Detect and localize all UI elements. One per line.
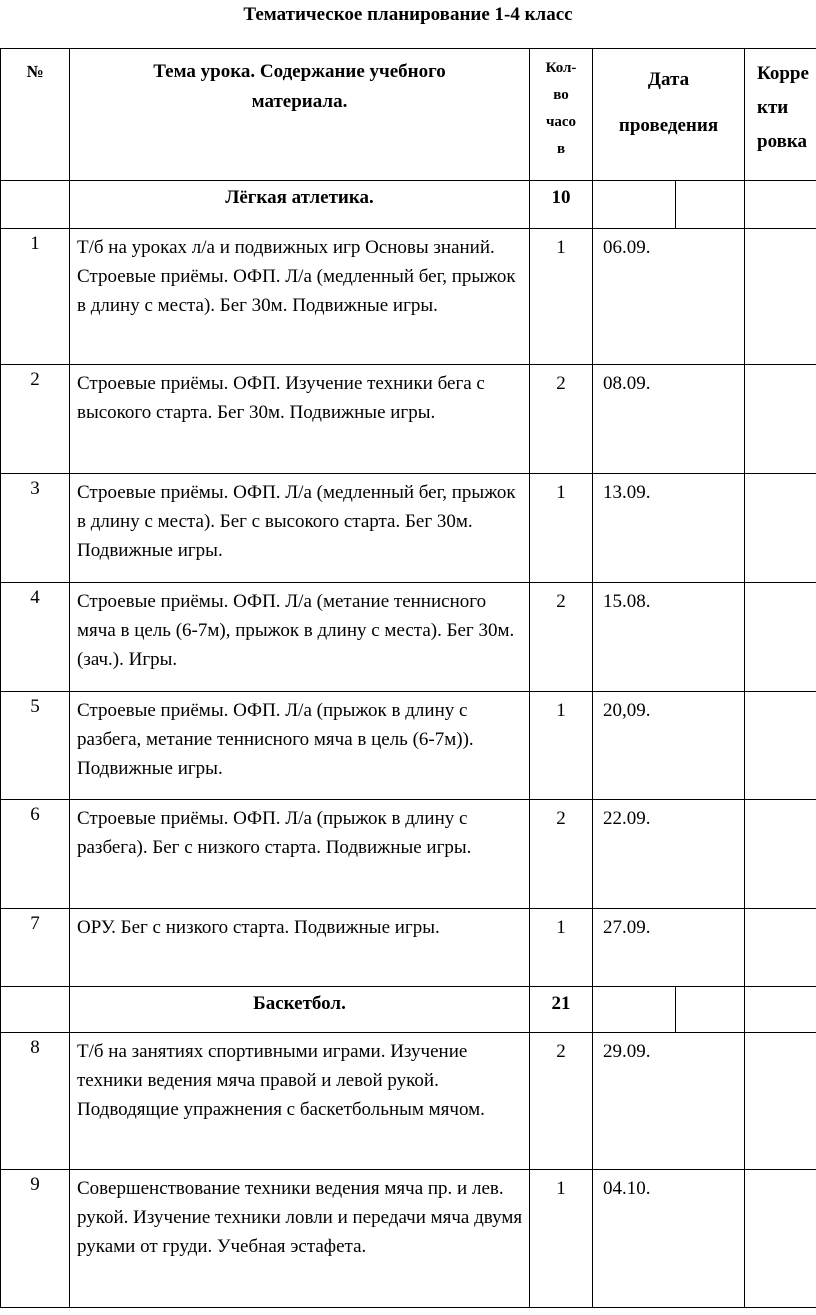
row-num: 8 — [1, 1033, 70, 1170]
row-num: 7 — [1, 909, 70, 987]
date-cell-2 — [676, 181, 745, 229]
section-row — [1, 987, 816, 1033]
row-date: 29.09. — [593, 1033, 745, 1170]
row-hours: 1 — [530, 909, 593, 987]
row-num: 3 — [1, 474, 70, 583]
correction-cell — [745, 987, 816, 1033]
row-num: 2 — [1, 365, 70, 474]
row-hours: 1 — [530, 692, 593, 800]
table-row — [1, 1170, 816, 1308]
section-row — [1, 181, 816, 229]
row-date: 08.09. — [593, 365, 745, 474]
page-title: Тематическое планирование 1-4 класс — [243, 4, 573, 25]
row-hours: 1 — [530, 474, 593, 583]
row-date: 15.08. — [593, 583, 745, 692]
row-hours: 2 — [530, 1033, 593, 1170]
header-num: № — [1, 49, 70, 181]
correction-cell — [745, 229, 816, 365]
table-row — [1, 800, 816, 909]
table-row — [1, 1033, 816, 1170]
header-hours-line4: в — [556, 141, 566, 157]
section-title: Баскетбол. — [70, 987, 530, 1033]
section-hours: 21 — [530, 987, 593, 1033]
correction-cell — [745, 909, 816, 987]
planning-table — [0, 48, 816, 1308]
row-topic: Совершенствование техники ведения мяча пр. и лев. рукой. Изучение техники ловли и передачи мяча двумя руками от груди. Учебная эстафета. — [70, 1170, 530, 1308]
correction-cell — [745, 800, 816, 909]
row-topic: Строевые приёмы. ОФП. Изучение техники бега с высокого старта. Бег 30м. Подвижные игры. — [70, 365, 530, 474]
header-hours-line3: часо — [545, 114, 577, 130]
table-row — [1, 365, 816, 474]
correction-cell — [745, 181, 816, 229]
header-correction — [745, 49, 816, 181]
header-topic-line2: материала. — [251, 91, 348, 112]
row-date: 22.09. — [593, 800, 745, 909]
row-topic: ОРУ. Бег с низкого старта. Подвижные игры. — [70, 909, 530, 987]
section-title: Лёгкая атлетика. — [70, 181, 530, 229]
date-cell — [593, 181, 676, 229]
row-topic: Строевые приёмы. ОФП. Л/а (прыжок в длину с разбега). Бег с низкого старта. Подвижные игры. — [70, 800, 530, 909]
date-cell — [593, 987, 676, 1033]
header-hours-line1: Кол- — [545, 60, 577, 76]
row-hours: 2 — [530, 583, 593, 692]
row-topic: Т/б на занятиях спортивными играми. Изучение техники ведения мяча правой и левой рукой. Подводящие упражнения с баскетбольным мячом. — [70, 1033, 530, 1170]
row-num: 9 — [1, 1170, 70, 1308]
header-topic-line1: Тема урока. Содержание учебного — [153, 61, 446, 82]
row-date: 06.09. — [593, 229, 745, 365]
row-num: 1 — [1, 229, 70, 365]
header-date-line1: Дата — [647, 69, 690, 90]
header-hours — [530, 49, 593, 181]
row-date: 27.09. — [593, 909, 745, 987]
correction-cell — [745, 692, 816, 800]
section-num-cell — [1, 181, 70, 229]
row-hours: 2 — [530, 365, 593, 474]
table-row — [1, 583, 816, 692]
row-hours: 1 — [530, 1170, 593, 1308]
correction-cell — [745, 365, 816, 474]
header-date-line2: проведения — [618, 115, 719, 136]
table-row — [1, 909, 816, 987]
row-topic: Строевые приёмы. ОФП. Л/а (метание теннисного мяча в цель (6-7м), прыжок в длину с места). Бег 30м.(зач.). Игры. — [70, 583, 530, 692]
header-correction-line1: Корре — [757, 63, 809, 84]
table-row — [1, 229, 816, 365]
row-num: 6 — [1, 800, 70, 909]
header-topic — [70, 49, 530, 181]
row-topic: Строевые приёмы. ОФП. Л/а (прыжок в длину с разбега, метание теннисного мяча в цель (6-7м)). Подвижные игры. — [70, 692, 530, 800]
table-header-row — [1, 49, 816, 181]
row-hours: 2 — [530, 800, 593, 909]
row-date: 13.09. — [593, 474, 745, 583]
row-hours: 1 — [530, 229, 593, 365]
section-hours: 10 — [530, 181, 593, 229]
row-topic: Т/б на уроках л/а и подвижных игр Основы знаний. Строевые приёмы. ОФП. Л/а (медленный бег, прыжок в длину с места). Бег 30м. Подвижные игры. — [70, 229, 530, 365]
header-hours-line2: во — [553, 87, 569, 103]
table-row — [1, 474, 816, 583]
table-row — [1, 692, 816, 800]
correction-cell — [745, 583, 816, 692]
correction-cell — [745, 474, 816, 583]
section-num-cell — [1, 987, 70, 1033]
correction-cell — [745, 1033, 816, 1170]
row-date: 20,09. — [593, 692, 745, 800]
header-correction-line2: кти — [757, 97, 789, 118]
correction-cell — [745, 1170, 816, 1308]
header-correction-line3: ровка — [757, 131, 808, 152]
row-num: 5 — [1, 692, 70, 800]
header-date — [593, 49, 745, 181]
row-date: 04.10. — [593, 1170, 745, 1308]
row-num: 4 — [1, 583, 70, 692]
row-topic: Строевые приёмы. ОФП. Л/а (медленный бег, прыжок в длину с места). Бег с высокого старта. Бег 30м. Подвижные игры. — [70, 474, 530, 583]
date-cell-2 — [676, 987, 745, 1033]
